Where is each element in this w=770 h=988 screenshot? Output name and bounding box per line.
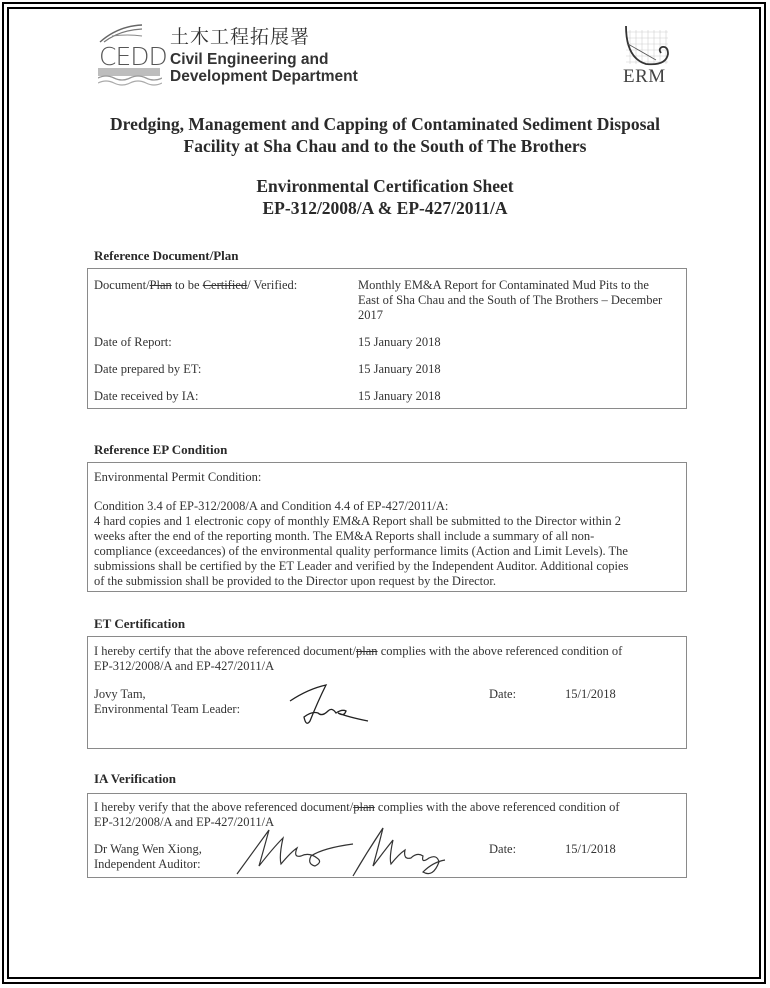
ia-date-value: 15/1/2018: [565, 842, 616, 856]
reference-ep-box: [87, 462, 687, 592]
permit-numbers: EP-312/2008/A & EP-427/2011/A: [262, 198, 508, 218]
cedd-chinese-name: 土木工程拓展署: [170, 26, 311, 48]
reference-document-box: [87, 268, 687, 409]
erm-spiral-grid-icon: [616, 22, 676, 66]
date-of-report-label: Date of Report:: [94, 335, 172, 349]
section-heading-ia-verification: IA Verification: [94, 771, 176, 786]
ia-date-label: Date:: [489, 842, 517, 856]
date-received-label: Date received by IA:: [94, 389, 199, 403]
section-heading-reference-document: Reference Document/Plan: [94, 248, 239, 263]
date-prepared-label: Date prepared by ET:: [94, 362, 202, 376]
sheet-title: Environmental Certification Sheet EP-312/2008/A & EP-427/2011/A: [40, 175, 730, 219]
section-heading-reference-ep: Reference EP Condition: [94, 442, 228, 457]
ia-signatory: [94, 842, 202, 872]
erm-wordmark: ERM: [623, 66, 666, 87]
date-of-report-value: 15 January 2018: [358, 335, 441, 349]
et-role: Environmental Team Leader:: [94, 702, 241, 716]
ia-role: Independent Auditor:: [94, 857, 201, 871]
doc-value: Monthly EM&A Report for Contaminated Mud Pits to the East of Sha Chau and the South of The Brothers – December 2017: [358, 278, 663, 322]
erm-logo: [616, 22, 676, 88]
et-date-label: Date:: [489, 687, 517, 701]
cedd-english-name: Civil Engineering and Development Department: [170, 51, 358, 85]
et-statement: I hereby certify that the above referenced document/plan complies with the above referenced condition of EP-312/2008/A and EP-427/2011/A: [94, 644, 623, 673]
et-certification-box: [87, 636, 687, 749]
ia-verification-box: [87, 793, 687, 878]
ia-statement: I hereby verify that the above referenced document/plan complies with the above referenced condition of EP-312/2008/A and EP-427/2011/A: [94, 800, 620, 829]
document-title: Dredging, Management and Capping of Contaminated Sediment Disposal Facility at Sha Chau and to the South of The Brothers: [109, 114, 660, 156]
et-signature: [288, 681, 378, 733]
section-heading-et-certification: ET Certification: [94, 616, 186, 631]
ep-condition-text: Condition 3.4 of EP-312/2008/A and Condition 4.4 of EP-427/2011/A: 4 hard copies and 1 electronic copy of monthly EM&A Report shall be submitted to the Director within 2 weeks after the end of the reporting month. The EM&A Reports shall include a summary of all non- compliance (exceedances) of the environmental quality performance limits (Action and Limit Levels). The submissions shall be certified by the ET Leader and verified by the Independent Auditor. Additional copies of the submission shall be provided to the Director upon request by the Director.: [94, 499, 629, 588]
ia-name: Dr Wang Wen Xiong,: [94, 842, 202, 856]
doc-label: Document/Plan to be Certified/ Verified:: [94, 278, 298, 292]
date-prepared-value: 15 January 2018: [358, 362, 441, 376]
et-date-value: 15/1/2018: [565, 687, 616, 701]
ep-condition-label: Environmental Permit Condition:: [94, 470, 262, 484]
et-name: Jovy Tam,: [94, 687, 146, 701]
et-signatory: [94, 687, 240, 717]
cedd-logo: [98, 22, 358, 88]
ia-signature: [233, 822, 473, 880]
cedd-abbr: CEDD: [99, 42, 167, 71]
date-received-value: 15 January 2018: [358, 389, 441, 403]
